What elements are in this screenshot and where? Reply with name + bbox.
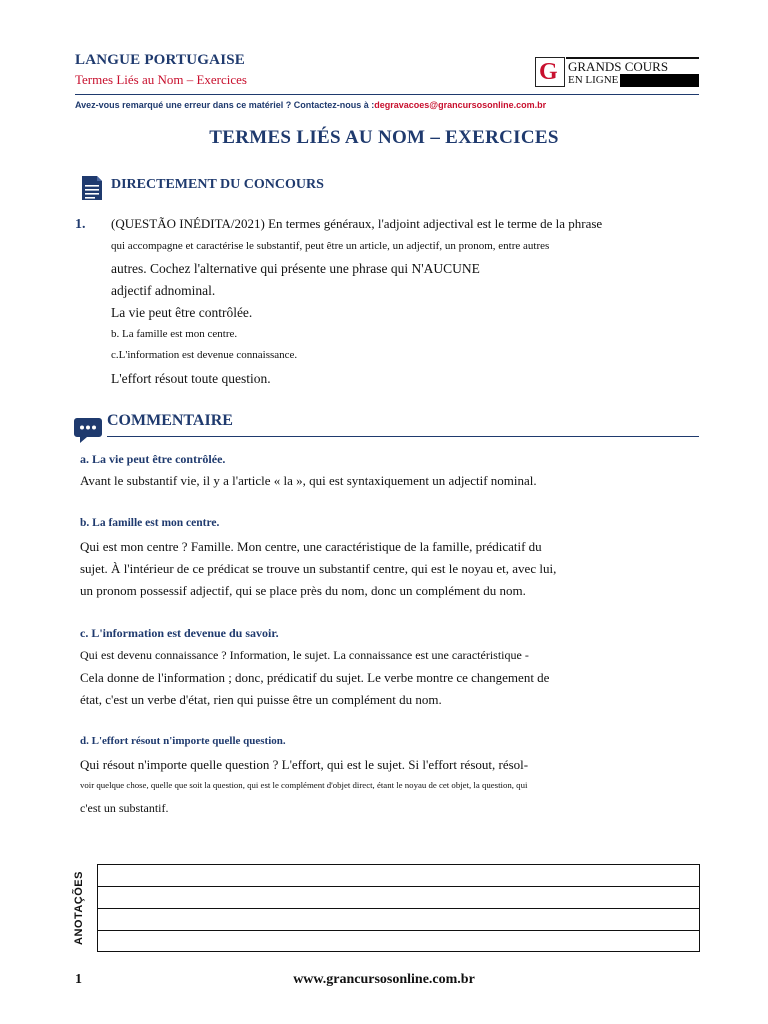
comment-line: sujet. À l'intérieur de ce prédicat se trouve un substantif centre, qui est le noyau et, avec lui, [80, 561, 557, 576]
brand-logo[interactable] [535, 57, 699, 87]
header-topic: Termes Liés au Nom – Exercices [75, 72, 247, 87]
comment-line: Qui est mon centre ? Famille. Mon centre, une caractéristique de la famille, prédicatif du [80, 539, 542, 554]
logo-letter: G [539, 59, 558, 85]
contact-email-link[interactable]: degravacoes@grancursosonline.com.br [374, 100, 547, 110]
question-option-b: b. La famille est mon centre. [111, 328, 238, 340]
comment-line: Avant le substantif vie, il y a l'article « la », qui est syntaxiquement un adjectif nominal. [80, 473, 537, 488]
notes-line [98, 886, 699, 887]
header-subject: LANGUE PORTUGAISE [75, 52, 245, 68]
question-line: qui accompagne et caractérise le substantif, peut être un article, un adjectif, un pronom, entre autres [111, 240, 550, 252]
comment-line: Qui résout n'importe quelle question ? L'effort, qui est le sujet. Si l'effort résout, résol- [80, 757, 529, 772]
logo-mark [535, 57, 565, 87]
page-number: 1 [75, 972, 82, 987]
notes-area[interactable] [97, 864, 700, 952]
question-option-a: La vie peut être contrôlée. [111, 305, 253, 320]
comment-title-b: b. La famille est mon centre. [80, 517, 220, 529]
contact-line [75, 100, 546, 110]
comment-line: voir quelque chose, quelle que soit la question, qui est le complément d'objet direct, étant le noyau de cet objet, la question, qui [80, 780, 528, 790]
notes-line [98, 930, 699, 931]
comment-line: un pronom possessif adjectif, qui se place près du nom, donc un complément du nom. [80, 583, 526, 598]
contact-text: Avez-vous remarqué une erreur dans ce matériel ? Contactez-nous à : [75, 100, 375, 110]
question-option-c: c.L'information est devenue connaissance. [111, 349, 298, 361]
section-divider [107, 436, 699, 437]
speech-bubble-icon [73, 416, 103, 444]
page-title: TERMES LIÉS AU NOM – EXERCICES [209, 127, 559, 148]
comment-title-c: c. L'information est devenue du savoir. [80, 626, 279, 640]
question-option-d: L'effort résout toute question. [111, 371, 271, 386]
comment-line: état, c'est un verbe d'état, rien qui puisse être un complément du nom. [80, 692, 442, 707]
question-line: adjectif adnominal. [111, 283, 216, 298]
notes-label: ANOTAÇÕES [73, 871, 85, 945]
comment-title-d: d. L'effort résout n'importe quelle question. [80, 735, 286, 747]
logo-text-top: GRANDS COURS [566, 57, 699, 72]
header-divider [75, 94, 699, 95]
document-icon [80, 172, 104, 202]
question-number: 1. [75, 217, 86, 232]
comment-title-a: a. La vie peut être contrôlée. [80, 452, 226, 466]
comment-line: c'est un substantif. [80, 801, 169, 815]
section-heading-concours: DIRECTEMENT DU CONCOURS [111, 177, 324, 192]
comment-line: Qui est devenu connaissance ? Information, le sujet. La connaissance est une caractéristique - [80, 648, 529, 662]
section-heading-commentaire: COMMENTAIRE [107, 412, 233, 429]
question-line: (QUESTÃO INÉDITA/2021) En termes généraux, l'adjoint adjectival est le terme de la phrase [111, 216, 603, 231]
question-line: autres. Cochez l'alternative qui présente une phrase qui N'AUCUNE [111, 261, 480, 276]
comment-line: Cela donne de l'information ; donc, prédicatif du sujet. Le verbe montre ce changement de [80, 670, 550, 685]
logo-text-bottom: EN LIGNE [568, 74, 619, 86]
notes-line [98, 908, 699, 909]
footer-website-link[interactable]: www.grancursosonline.com.br [293, 972, 475, 987]
